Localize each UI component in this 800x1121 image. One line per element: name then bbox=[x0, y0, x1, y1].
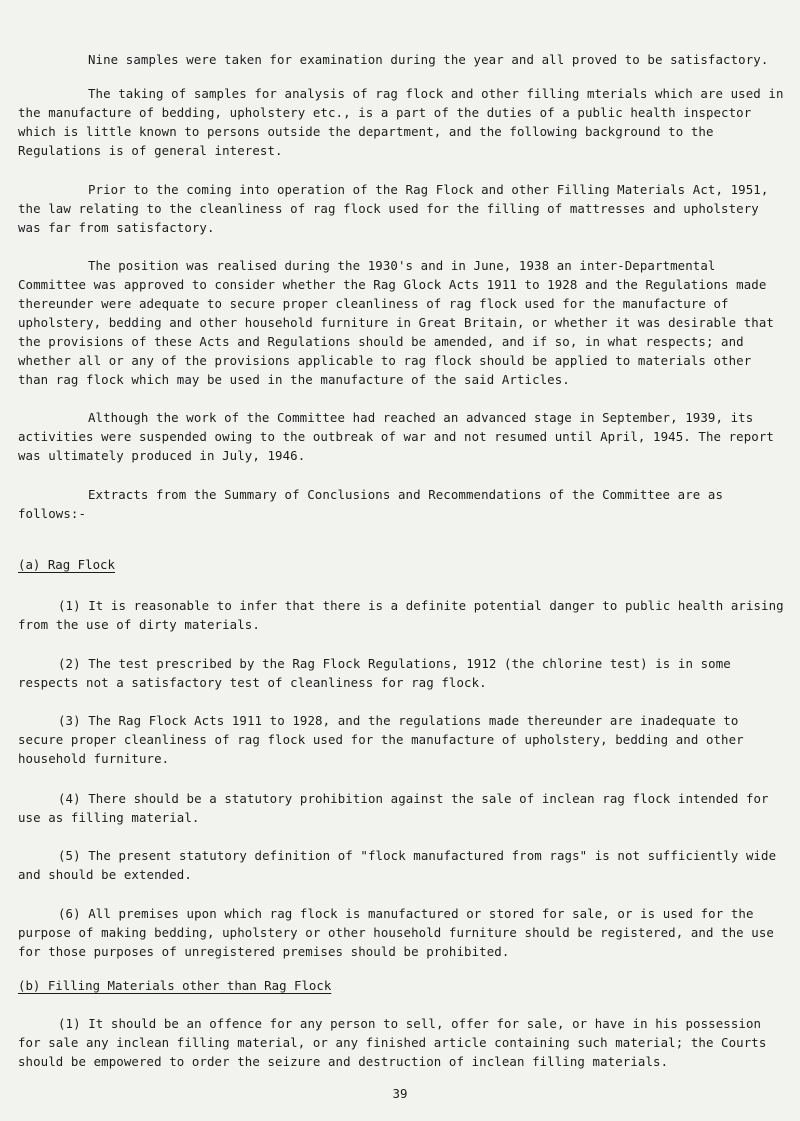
section-heading-rag-flock: (a) Rag Flock bbox=[18, 557, 115, 572]
paragraph-taking-samples: The taking of samples for analysis of rag flock and other filling mterials which are used in the manufacture of bedding, upholstery etc., is a part of the duties of a public health inspector which is little known to persons outside the department, and the following background to the Regulations is of general interest. bbox=[18, 86, 784, 158]
recommendation-a4: (4) There should be a statutory prohibition against the sale of inclean rag flock intended for use as filling material. bbox=[18, 791, 769, 825]
paragraph-although: Although the work of the Committee had reached an advanced stage in September, 1939, its activities were suspended owing to the outbreak of war and not resumed until April, 1945. The report was ultimately produced in July, 1946. bbox=[18, 410, 774, 463]
recommendation-a6: (6) All premises upon which rag flock is manufactured or stored for sale, or is used for the purpose of making bedding, upholstery or other household furniture should be registered, and the use for those purposes of unregistered premises should be prohibited. bbox=[18, 906, 774, 959]
recommendation-a2: (2) The test prescribed by the Rag Flock Regulations, 1912 (the chlorine test) is in some respects not a satisfactory test of cleanliness for rag flock. bbox=[18, 656, 731, 690]
paragraph-extracts: Extracts from the Summary of Conclusions and Recommendations of the Committee are as follows:- bbox=[18, 487, 724, 521]
section-heading-filling-materials: (b) Filling Materials other than Rag Flock bbox=[18, 978, 332, 993]
paragraph-samples: Nine samples were taken for examination during the year and all proved to be satisfactory. bbox=[88, 52, 769, 67]
paragraph-position: The position was realised during the 1930's and in June, 1938 an inter-Departmental Committee was approved to consider whether the Rag Glock Acts 1911 to 1928 and the Regulations made thereunder were adequate to secure proper cleanliness of rag flock used for the manufacture of upholstery, bedding and other household furniture in Great Britain, or whether it was desirable that the provisions of these Acts and Regulations should be amended, and if so, in what respects; and whether all or any of the provisions applicable to rag flock should be applied to materials other than rag flock which may be used in the manufacture of the said Articles. bbox=[18, 258, 774, 387]
recommendation-a5: (5) The present statutory definition of "flock manufactured from rags" is not sufficiently wide and should be extended. bbox=[18, 848, 777, 882]
recommendation-b1: (1) It should be an offence for any person to sell, offer for sale, or have in his possession for sale any inclean filling material, or any finished article containing such material; the Courts should be empowered to order the seizure and destruction of inclean filling materials. bbox=[18, 1016, 767, 1069]
paragraph-prior: Prior to the coming into operation of the Rag Flock and other Filling Materials Act, 1951, the law relating to the cleanliness of rag flock used for the filling of mattresses and upholstery was far from satisfactory. bbox=[18, 182, 769, 235]
recommendation-a3: (3) The Rag Flock Acts 1911 to 1928, and the regulations made thereunder are inadequate to secure proper cleanliness of rag flock used for the manufacture of upholstery, bedding and other household furniture. bbox=[18, 713, 744, 766]
page-number: 39 bbox=[392, 1086, 408, 1101]
recommendation-a1: (1) It is reasonable to infer that there is a definite potential danger to public health arising from the use of dirty materials. bbox=[18, 598, 784, 632]
